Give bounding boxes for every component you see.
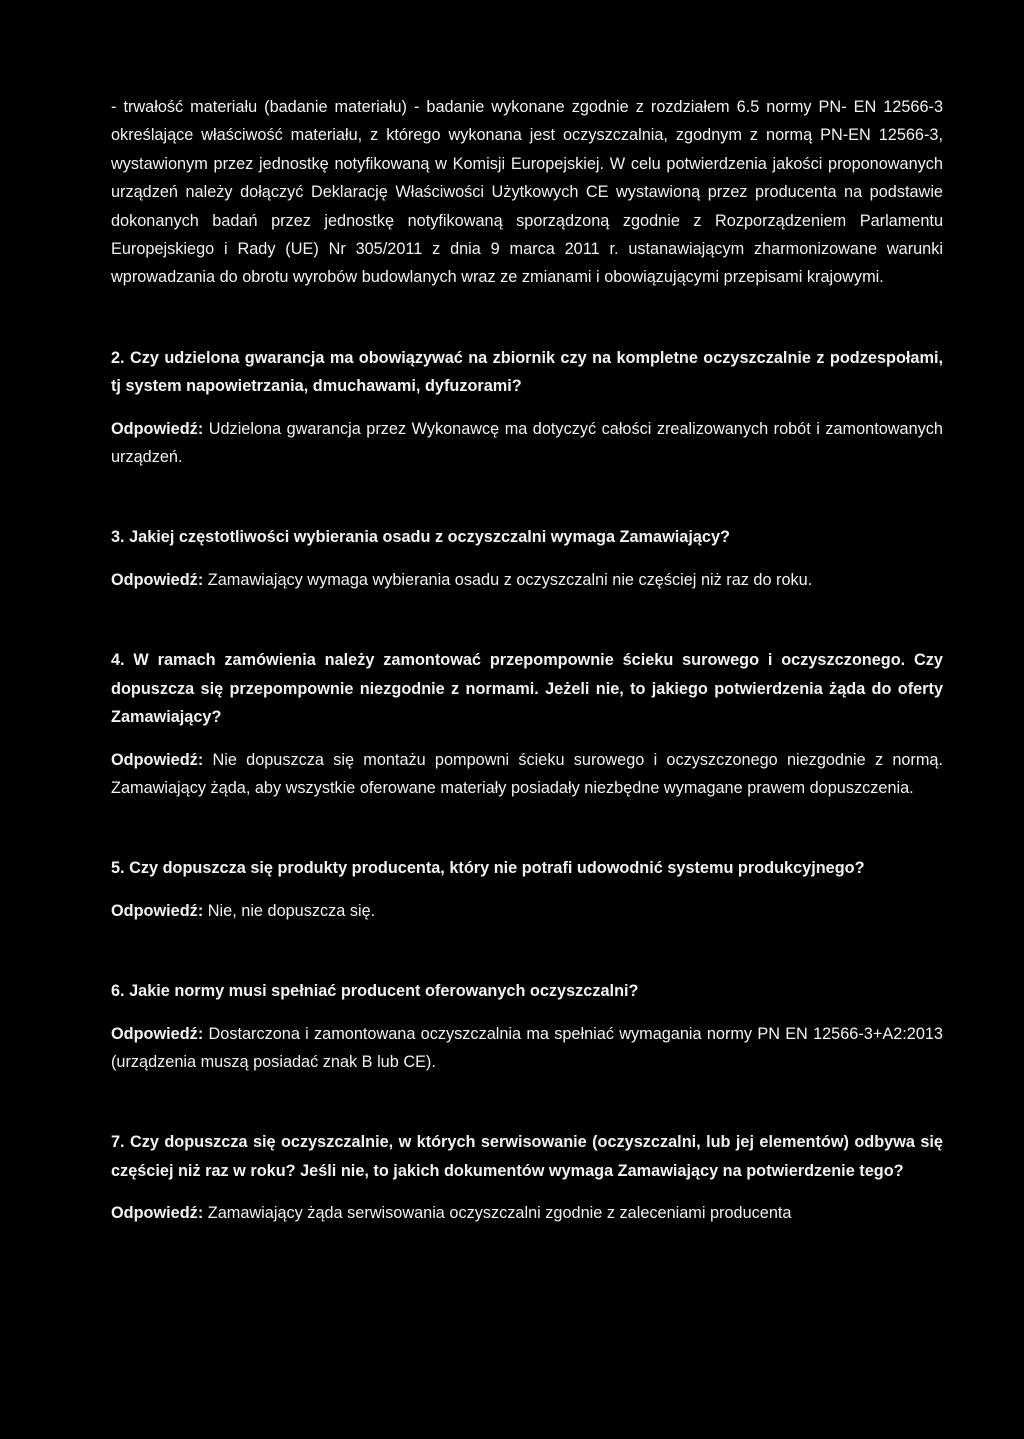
answer-3 (111, 566, 943, 594)
answer-label: Odpowiedź: (111, 419, 204, 438)
answer-text: Nie, nie dopuszcza się. (207, 901, 376, 920)
question-5: 5. Czy dopuszcza się produkty producenta, który nie potrafi udowodnić systemu produkcyjnego? (111, 859, 865, 878)
answer-text: Dostarczona i zamontowana oczyszczalnia ma spełniać wymagania normy PN EN 12566-3+A2:2013 (urządzenia muszą posiadać znak B lub CE). (111, 1024, 943, 1071)
answer-4 (111, 746, 943, 803)
question-2: 2. Czy udzielona gwarancja ma obowiązywać na zbiornik czy na kompletne oczyszczalnie z podzespołami, tj system napowietrzania, dmuchawami, dyfuzorami? (111, 348, 943, 396)
question-6: 6. Jakie normy musi spełniać producent oferowanych oczyszczalni? (111, 982, 639, 1001)
answer-label: Odpowiedź: (111, 1024, 204, 1043)
answer-6 (111, 1020, 943, 1077)
intro-paragraph: - trwałość materiału (badanie materiału) - badanie wykonane zgodnie z rozdziałem 6.5 normy PN- EN 12566-3 określające właściwość materiału, z którego wykonana jest oczyszczalnia, zgodnym z normą PN-EN 12566-3, wystawionym przez jednostkę notyfikowaną w Komisji Europejskiej. W celu potwierdzenia jakości proponowanych urządzeń należy dołączyć Deklarację Właściwości Użytkowych CE wystawioną przez producenta na podstawie dokonanych badań przez jednostkę notyfikowaną sporządzoną zgodnie z Rozporządzeniem Parlamentu Europejskiego i Rady (UE) Nr 305/2011 z dnia 9 marca 2011 r. ustanawiającym zharmonizowane warunki wprowadzania do obrotu wyrobów budowlanych wraz ze zmianami i obowiązującymi przepisami krajowymi. (111, 98, 943, 287)
qa-block-2 (111, 344, 943, 472)
answer-5 (111, 897, 943, 925)
qa-block-7 (111, 1128, 943, 1227)
document-page (111, 93, 943, 1280)
answer-text: Nie dopuszcza się montażu pompowni ścieku surowego i oczyszczonego niezgodnie z normą. Zamawiający żąda, aby wszystkie oferowane materiały posiadały niezbędne wymagane prawem dopuszczenia. (111, 750, 943, 797)
answer-label: Odpowiedź: (111, 1204, 204, 1223)
question-7: 7. Czy dopuszcza się oczyszczalnie, w których serwisowanie (oczyszczalni, lub jej elementów) odbywa się częściej niż raz w roku? Jeśli nie, to jakich dokumentów wymaga Zamawiający na potwierdzenie tego? (111, 1133, 943, 1180)
answer-label: Odpowiedź: (111, 901, 204, 920)
question-4: 4. W ramach zamówienia należy zamontować przepompownie ścieku surowego i oczyszczonego. Czy dopuszcza się przepompownie niezgodnie z normami. Jeżeli nie, to jakiego potwierdzenia żąda do oferty Zamawiający? (111, 651, 943, 727)
qa-block-4 (111, 646, 943, 802)
question-3: 3. Jakiej częstotliwości wybierania osadu z oczyszczalni wymaga Zamawiający? (111, 528, 730, 547)
qa-block-6 (111, 977, 943, 1076)
answer-2 (111, 415, 943, 472)
answer-7 (111, 1199, 943, 1227)
answer-label: Odpowiedź: (111, 750, 204, 769)
answer-text: Udzielona gwarancja przez Wykonawcę ma dotyczyć całości zrealizowanych robót i zamontowanych urządzeń. (111, 419, 943, 467)
answer-text: Zamawiający żąda serwisowania oczyszczalni zgodnie z zaleceniami producenta (207, 1204, 792, 1223)
qa-block-5 (111, 854, 943, 925)
answer-text: Zamawiający wymaga wybierania osadu z oczyszczalni nie częściej niż raz do roku. (207, 570, 813, 589)
answer-label: Odpowiedź: (111, 570, 204, 589)
qa-block-3 (111, 523, 943, 594)
